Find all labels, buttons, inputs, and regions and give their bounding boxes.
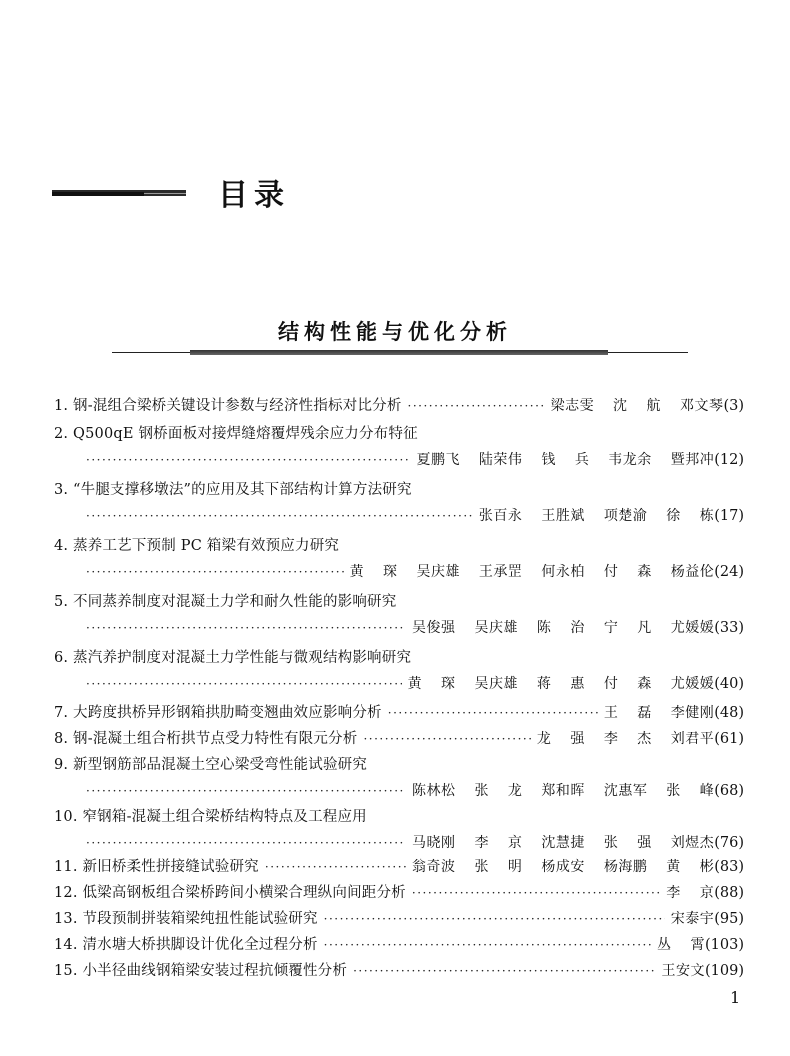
toc-entry-authors: 梁志雯 沈 航 邓文琴 [550, 398, 724, 414]
toc-entry-page: (103) [705, 937, 744, 953]
toc-entry-title: 10. 窄钢箱-混凝土组合梁桥结构特点及工程应用 [54, 809, 367, 825]
toc-leader-dots [388, 700, 598, 726]
toc-entry-title: 6. 蒸汽养护制度对混凝土力学性能与微观结构影响研究 [54, 650, 412, 666]
toc-entry-7[interactable] [54, 700, 744, 726]
toc-entry-13[interactable] [54, 906, 744, 932]
toc-entry-page: (68) [714, 783, 744, 799]
heading-rule [52, 190, 186, 196]
toc-entry-page: (109) [705, 963, 744, 979]
toc-entry-8[interactable] [54, 726, 744, 752]
toc-entry-title: 5. 不同蒸养制度对混凝土力学和耐久性能的影响研究 [54, 594, 397, 610]
toc-entry-page: (17) [714, 508, 744, 524]
toc-entry-2[interactable] [54, 421, 744, 473]
toc-entry-page: (24) [714, 564, 744, 580]
section-title: 结构性能与优化分析 [278, 320, 512, 344]
toc-leader-dots [86, 447, 410, 473]
toc-entry-title: 9. 新型钢筋部品混凝土空心梁受弯性能试验研究 [54, 757, 368, 773]
toc-entry-authors: 龙 强 李 杰 刘君平 [536, 731, 715, 747]
toc-entry-authors: 王安文 [661, 963, 705, 979]
toc-entry-authors: 陈林松 张 龙 郑和晖 沈惠军 张 峰 [412, 783, 715, 799]
toc-entry-authors: 马晓刚 李 京 沈慧捷 张 强 刘煜杰 [412, 835, 715, 851]
toc-entry-page: (33) [714, 620, 744, 636]
toc-entry-title: 2. Q500qE 钢桥面板对接焊缝熔覆焊残余应力分布特征 [54, 426, 418, 442]
toc-entry-page: (40) [714, 676, 744, 692]
toc-entry-authors: 丛 霄 [657, 937, 705, 953]
toc-entry-page: (88) [714, 885, 744, 901]
toc-entry-authors: 黄 琛 吴庆雄 王承罡 何永柏 付 森 杨益伦 [349, 564, 715, 580]
toc-leader-dots [265, 854, 406, 880]
toc-entry-page: (3) [723, 398, 744, 414]
toc-entry-page: (83) [714, 859, 744, 875]
toc-leader-dots [86, 778, 406, 804]
toc-entry-authors: 夏鹏飞 陆荣伟 钱 兵 韦龙余 暨邦冲 [416, 452, 715, 468]
toc-entry-authors: 吴俊强 吴庆雄 陈 治 宁 凡 尤媛媛 [412, 620, 715, 636]
toc-leader-dots [408, 393, 545, 419]
toc-entry-title: 12. 低梁高钢板组合梁桥跨间小横梁合理纵向间距分析 [54, 885, 406, 901]
page-title: 目录 [218, 178, 290, 213]
toc-entry-page: (12) [714, 452, 744, 468]
toc-leader-dots [86, 671, 402, 697]
toc-leader-dots [324, 906, 665, 932]
toc-entry-title: 4. 蒸养工艺下预制 PC 箱梁有效预应力研究 [54, 538, 340, 554]
toc-leader-dots [412, 880, 660, 906]
toc-entry-page: (48) [714, 705, 744, 721]
toc-leader-dots [86, 615, 406, 641]
toc-entry-authors: 李 京 [666, 885, 715, 901]
toc-entry-authors: 黄 琛 吴庆雄 蒋 惠 付 森 尤媛媛 [407, 676, 715, 692]
toc-entry-authors: 张百永 王胜斌 项楚渝 徐 栋 [478, 508, 715, 524]
toc-entry-14[interactable] [54, 932, 744, 958]
toc-entry-15[interactable] [54, 958, 744, 984]
toc-entry-authors: 宋泰宇 [670, 911, 715, 927]
toc-entry-page: (76) [714, 835, 744, 851]
toc-leader-dots [363, 726, 530, 752]
toc-entry-5[interactable] [54, 589, 744, 641]
toc-entry-title: 13. 节段预制拼装箱梁纯扭性能试验研究 [54, 911, 318, 927]
toc-leader-dots [353, 958, 655, 984]
toc-entry-1[interactable] [54, 393, 744, 419]
toc-entry-3[interactable] [54, 477, 744, 529]
toc-entry-authors: 翁奇波 张 明 杨成安 杨海鹏 黄 彬 [412, 859, 715, 875]
toc-entry-title: 7. 大跨度拱桥异形钢箱拱肋畸变翘曲效应影响分析 [54, 705, 382, 721]
toc-entry-6[interactable] [54, 645, 744, 697]
toc-entry-4[interactable] [54, 533, 744, 585]
toc-entry-12[interactable] [54, 880, 744, 906]
toc-entry-page: (95) [714, 911, 744, 927]
toc-entry-title: 8. 钢-混凝土组合桁拱节点受力特性有限元分析 [54, 731, 358, 747]
toc-leader-dots [86, 830, 406, 856]
toc-entry-title: 1. 钢-混组合梁桥关键设计参数与经济性指标对比分析 [54, 398, 402, 414]
toc-leader-dots [86, 503, 473, 529]
toc-entry-title: 14. 清水塘大桥拱脚设计优化全过程分析 [54, 937, 318, 953]
toc-entry-11[interactable] [54, 854, 744, 880]
toc-entry-10[interactable] [54, 804, 744, 856]
toc-leader-dots [86, 559, 344, 585]
toc-entry-authors: 王 磊 李健刚 [603, 705, 715, 721]
page-number: 1 [730, 988, 741, 1007]
section-rule-accent [190, 350, 608, 355]
toc-entry-title: 3. “牛腿支撑移墩法”的应用及其下部结构计算方法研究 [54, 482, 412, 498]
toc-entry-page: (61) [714, 731, 744, 747]
toc-entry-9[interactable] [54, 752, 744, 804]
toc-entry-title: 11. 新旧桥柔性拼接缝试验研究 [54, 859, 259, 875]
toc-leader-dots [324, 932, 651, 958]
toc-entry-title: 15. 小半径曲线钢箱梁安装过程抗倾覆性分析 [54, 963, 348, 979]
